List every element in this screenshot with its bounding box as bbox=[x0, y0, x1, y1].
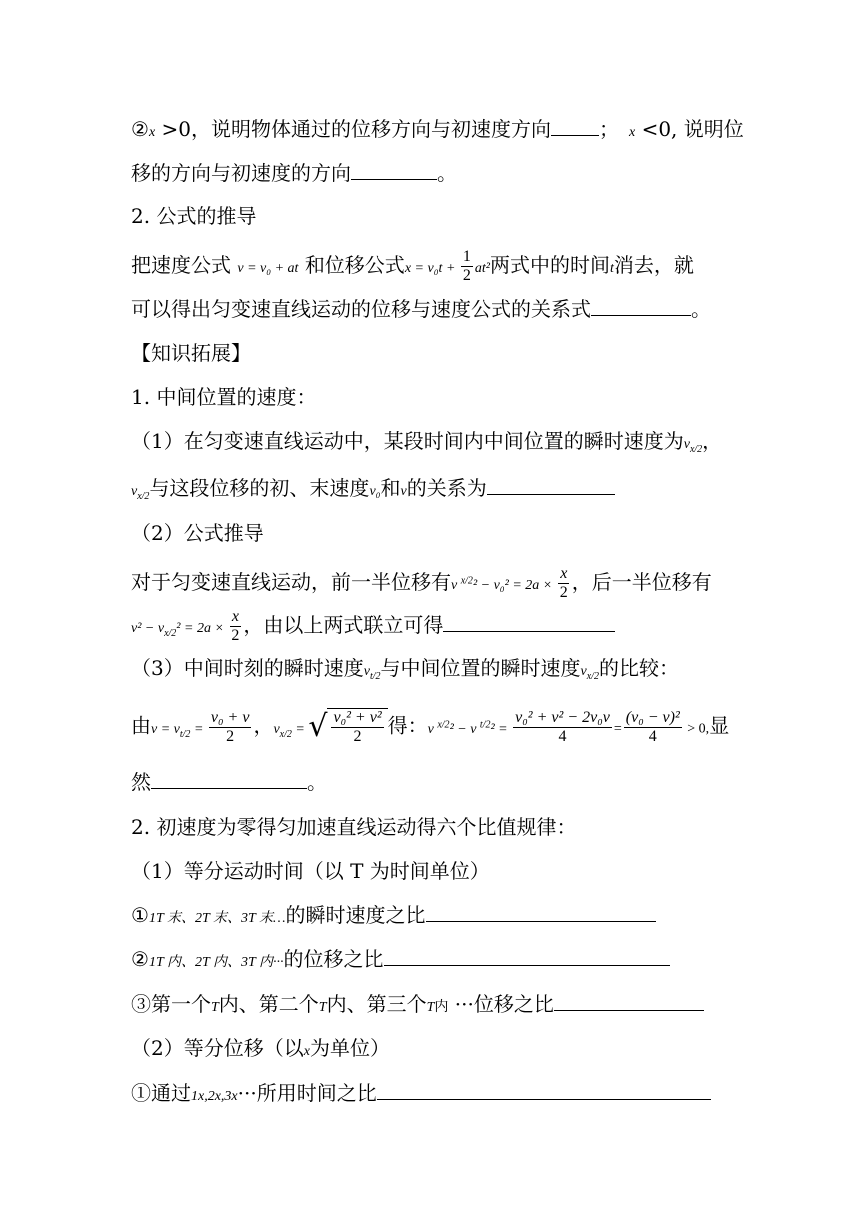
text: 为单位） bbox=[309, 1036, 390, 1060]
text: （3）中间时刻的瞬时速度 bbox=[131, 656, 364, 680]
text: 。 bbox=[437, 161, 457, 185]
displacement-formula: x = v₀t + bbox=[404, 261, 459, 276]
denominator: 2 bbox=[226, 727, 235, 745]
time-points: 1T 末、2T 末、3T 末… bbox=[148, 911, 286, 926]
velocity-difference: v $^{x/2}$² − v $^{t/2}$² = bbox=[427, 718, 512, 737]
section-heading-derivation: 2. 公式的推导 bbox=[131, 204, 257, 228]
para-line-1 bbox=[131, 117, 744, 145]
text: 显 bbox=[709, 713, 730, 738]
greater-than-zero: > 0, bbox=[683, 721, 710, 737]
text: 与中间位置的瞬时速度 bbox=[380, 656, 581, 680]
fraction-square bbox=[624, 709, 682, 746]
para-line-11 bbox=[131, 565, 712, 602]
var-v: v bbox=[400, 484, 407, 499]
text: 把速度公式 bbox=[131, 253, 231, 277]
answer-blank[interactable] bbox=[443, 613, 615, 632]
text: ② bbox=[131, 947, 149, 971]
text: ， bbox=[702, 429, 723, 453]
answer-blank[interactable] bbox=[591, 297, 691, 316]
answer-blank[interactable] bbox=[551, 117, 599, 136]
para-line-2 bbox=[131, 161, 457, 185]
distance-points: 1x,2x,3x bbox=[191, 1089, 238, 1104]
time-intervals: 1T 内、2T 内、3T 内··· bbox=[148, 955, 284, 970]
text: ① bbox=[131, 903, 149, 927]
text: 和位移公式 bbox=[304, 253, 405, 277]
var-T: T bbox=[426, 1000, 435, 1015]
text: ， bbox=[253, 713, 274, 738]
var-x: x bbox=[629, 125, 636, 140]
fraction-v0-plus-v bbox=[209, 709, 252, 746]
v-mid-time: $v_{t/2}$ bbox=[363, 664, 381, 682]
fraction-expanded bbox=[513, 709, 612, 746]
para-line-9 bbox=[131, 476, 615, 509]
text: 与这段位移的初、末速度 bbox=[149, 476, 370, 500]
text: ···所用时间之比 bbox=[237, 1081, 377, 1105]
text: 的比较： bbox=[598, 656, 679, 680]
text: >0，说明物体通过的位移方向与初速度方向 bbox=[155, 117, 551, 141]
var-T: T bbox=[318, 1000, 327, 1015]
text: 和 bbox=[380, 476, 401, 500]
para-line-19 bbox=[131, 947, 670, 975]
text: 内 bbox=[434, 999, 449, 1015]
text: 由 bbox=[131, 713, 151, 738]
denominator: 2 bbox=[231, 627, 240, 644]
velocity-formula: v = v₀ + at bbox=[237, 261, 299, 276]
text: 内、第三个 bbox=[326, 992, 427, 1016]
text: 移的方向与初速度的方向 bbox=[131, 161, 351, 185]
v-mid-position: $v_{x/2}$ = bbox=[273, 721, 309, 740]
subsection-formula-derivation: （2）公式推导 bbox=[131, 521, 264, 545]
v0: v₀ bbox=[369, 484, 381, 499]
v-mid-position: $v_{x/2}$ bbox=[580, 664, 599, 682]
text: 得： bbox=[387, 713, 428, 738]
text: ③第一个 bbox=[131, 992, 211, 1016]
text: （1）在匀变速直线运动中，某段时间内中间位置的瞬时速度为 bbox=[131, 429, 684, 453]
var-x: x bbox=[303, 1044, 310, 1059]
answer-blank[interactable] bbox=[554, 992, 704, 1011]
text: 。 bbox=[691, 297, 711, 321]
para-line-18 bbox=[131, 903, 656, 931]
var-t: t bbox=[610, 261, 614, 276]
first-half-equation: v $^{x/2}$² − v₀² = 2a × bbox=[451, 575, 556, 593]
numerator: x bbox=[560, 565, 568, 582]
text: <0, 说明位 bbox=[635, 117, 744, 141]
text: 对于匀变速直线运动，前一半位移有 bbox=[131, 570, 451, 594]
circled-2: ② bbox=[131, 117, 149, 141]
answer-blank[interactable] bbox=[351, 161, 437, 180]
var-x: x bbox=[148, 125, 156, 140]
sqrt-body bbox=[327, 708, 387, 746]
para-line-8 bbox=[131, 429, 722, 462]
text: ①通过 bbox=[131, 1081, 191, 1105]
numerator: (v₀ − v)² bbox=[625, 708, 680, 726]
para-line-15 bbox=[131, 770, 327, 794]
text: ···位移之比 bbox=[448, 992, 554, 1016]
text: （2）等分位移（以 bbox=[131, 1036, 304, 1060]
text: ，由以上两式联立可得 bbox=[243, 613, 444, 637]
text: ； bbox=[599, 117, 619, 141]
text: 的位移之比 bbox=[283, 947, 384, 971]
para-line-22 bbox=[131, 1081, 711, 1109]
numerator: v₀ + v bbox=[210, 708, 250, 726]
denominator: 4 bbox=[558, 727, 567, 745]
text: 的瞬时速度之比 bbox=[285, 903, 426, 927]
text: 内、第二个 bbox=[218, 992, 319, 1016]
denominator: 2 bbox=[559, 584, 568, 601]
para-line-5 bbox=[131, 297, 711, 321]
numerator: v₀² + v² − 2v₀v bbox=[515, 708, 610, 726]
denominator: 4 bbox=[648, 727, 657, 745]
knowledge-extension-heading: 【知识拓展】 bbox=[131, 341, 251, 365]
para-line-13 bbox=[131, 656, 679, 689]
var-T: T bbox=[211, 1000, 219, 1015]
text: 。 bbox=[307, 770, 327, 794]
numerator: x bbox=[231, 608, 239, 625]
para-line-4 bbox=[131, 248, 694, 285]
second-half-equation: $v^2 - v_{x/2}^2 = 2a$ × bbox=[131, 621, 228, 639]
subsection-heading-1: 1. 中间位置的速度： bbox=[131, 385, 317, 409]
fraction-x-over-2 bbox=[229, 608, 241, 645]
text: 两式中的时间 bbox=[490, 253, 610, 277]
answer-blank[interactable] bbox=[426, 903, 656, 922]
fraction-half bbox=[461, 248, 473, 285]
fraction-sqrt bbox=[331, 709, 383, 746]
denominator: 2 bbox=[353, 728, 362, 745]
text: 消去，就 bbox=[613, 253, 694, 277]
text: 的关系为 bbox=[406, 476, 487, 500]
denominator: 2 bbox=[462, 267, 471, 284]
text: 然 bbox=[131, 770, 151, 794]
text: ，后一半位移有 bbox=[571, 570, 712, 594]
para-line-20 bbox=[131, 992, 704, 1020]
v-mid-position: $v_{x/2}$ bbox=[683, 437, 703, 455]
para-line-14: 由$v = v_{t/2}$ = $\frac{\text{v₀ + v}}{2}$ ，$v_{x/2}$ = √ $\frac{\text{v₀² + v²}}{2}$ 得：v $^{x/2}$² − v $^{t/2}$² = $\frac{\text{v₀² + v² − 2v₀v}}{4}$ = $\frac{\text{(v₀ − v)²}}{4}$ > 0,显 bbox=[131, 708, 730, 745]
subsection-equal-time: （1）等分运动时间（以 T 为时间单位） bbox=[131, 859, 490, 883]
at-squared: at² bbox=[474, 261, 490, 276]
answer-blank[interactable] bbox=[384, 947, 670, 966]
text: 可以得出匀变速直线运动的位移与速度公式的关系式 bbox=[131, 297, 591, 321]
sqrt-icon: √ bbox=[308, 709, 328, 744]
section-heading-ratios: 2. 初速度为零得匀加速直线运动得六个比值规律： bbox=[131, 815, 577, 839]
numerator: v₀² + v² bbox=[333, 709, 382, 726]
answer-blank[interactable] bbox=[487, 476, 615, 495]
para-line-12 bbox=[131, 608, 615, 646]
answer-blank[interactable] bbox=[151, 770, 307, 789]
fraction-x-over-2 bbox=[558, 565, 570, 602]
numerator: 1 bbox=[462, 248, 471, 265]
v-mid-position: $v_{x/2}$ bbox=[131, 484, 150, 502]
answer-blank[interactable] bbox=[377, 1081, 711, 1100]
average-velocity: $v = v_{t/2}$ = bbox=[151, 721, 207, 740]
subsection-equal-displacement bbox=[131, 1036, 390, 1064]
